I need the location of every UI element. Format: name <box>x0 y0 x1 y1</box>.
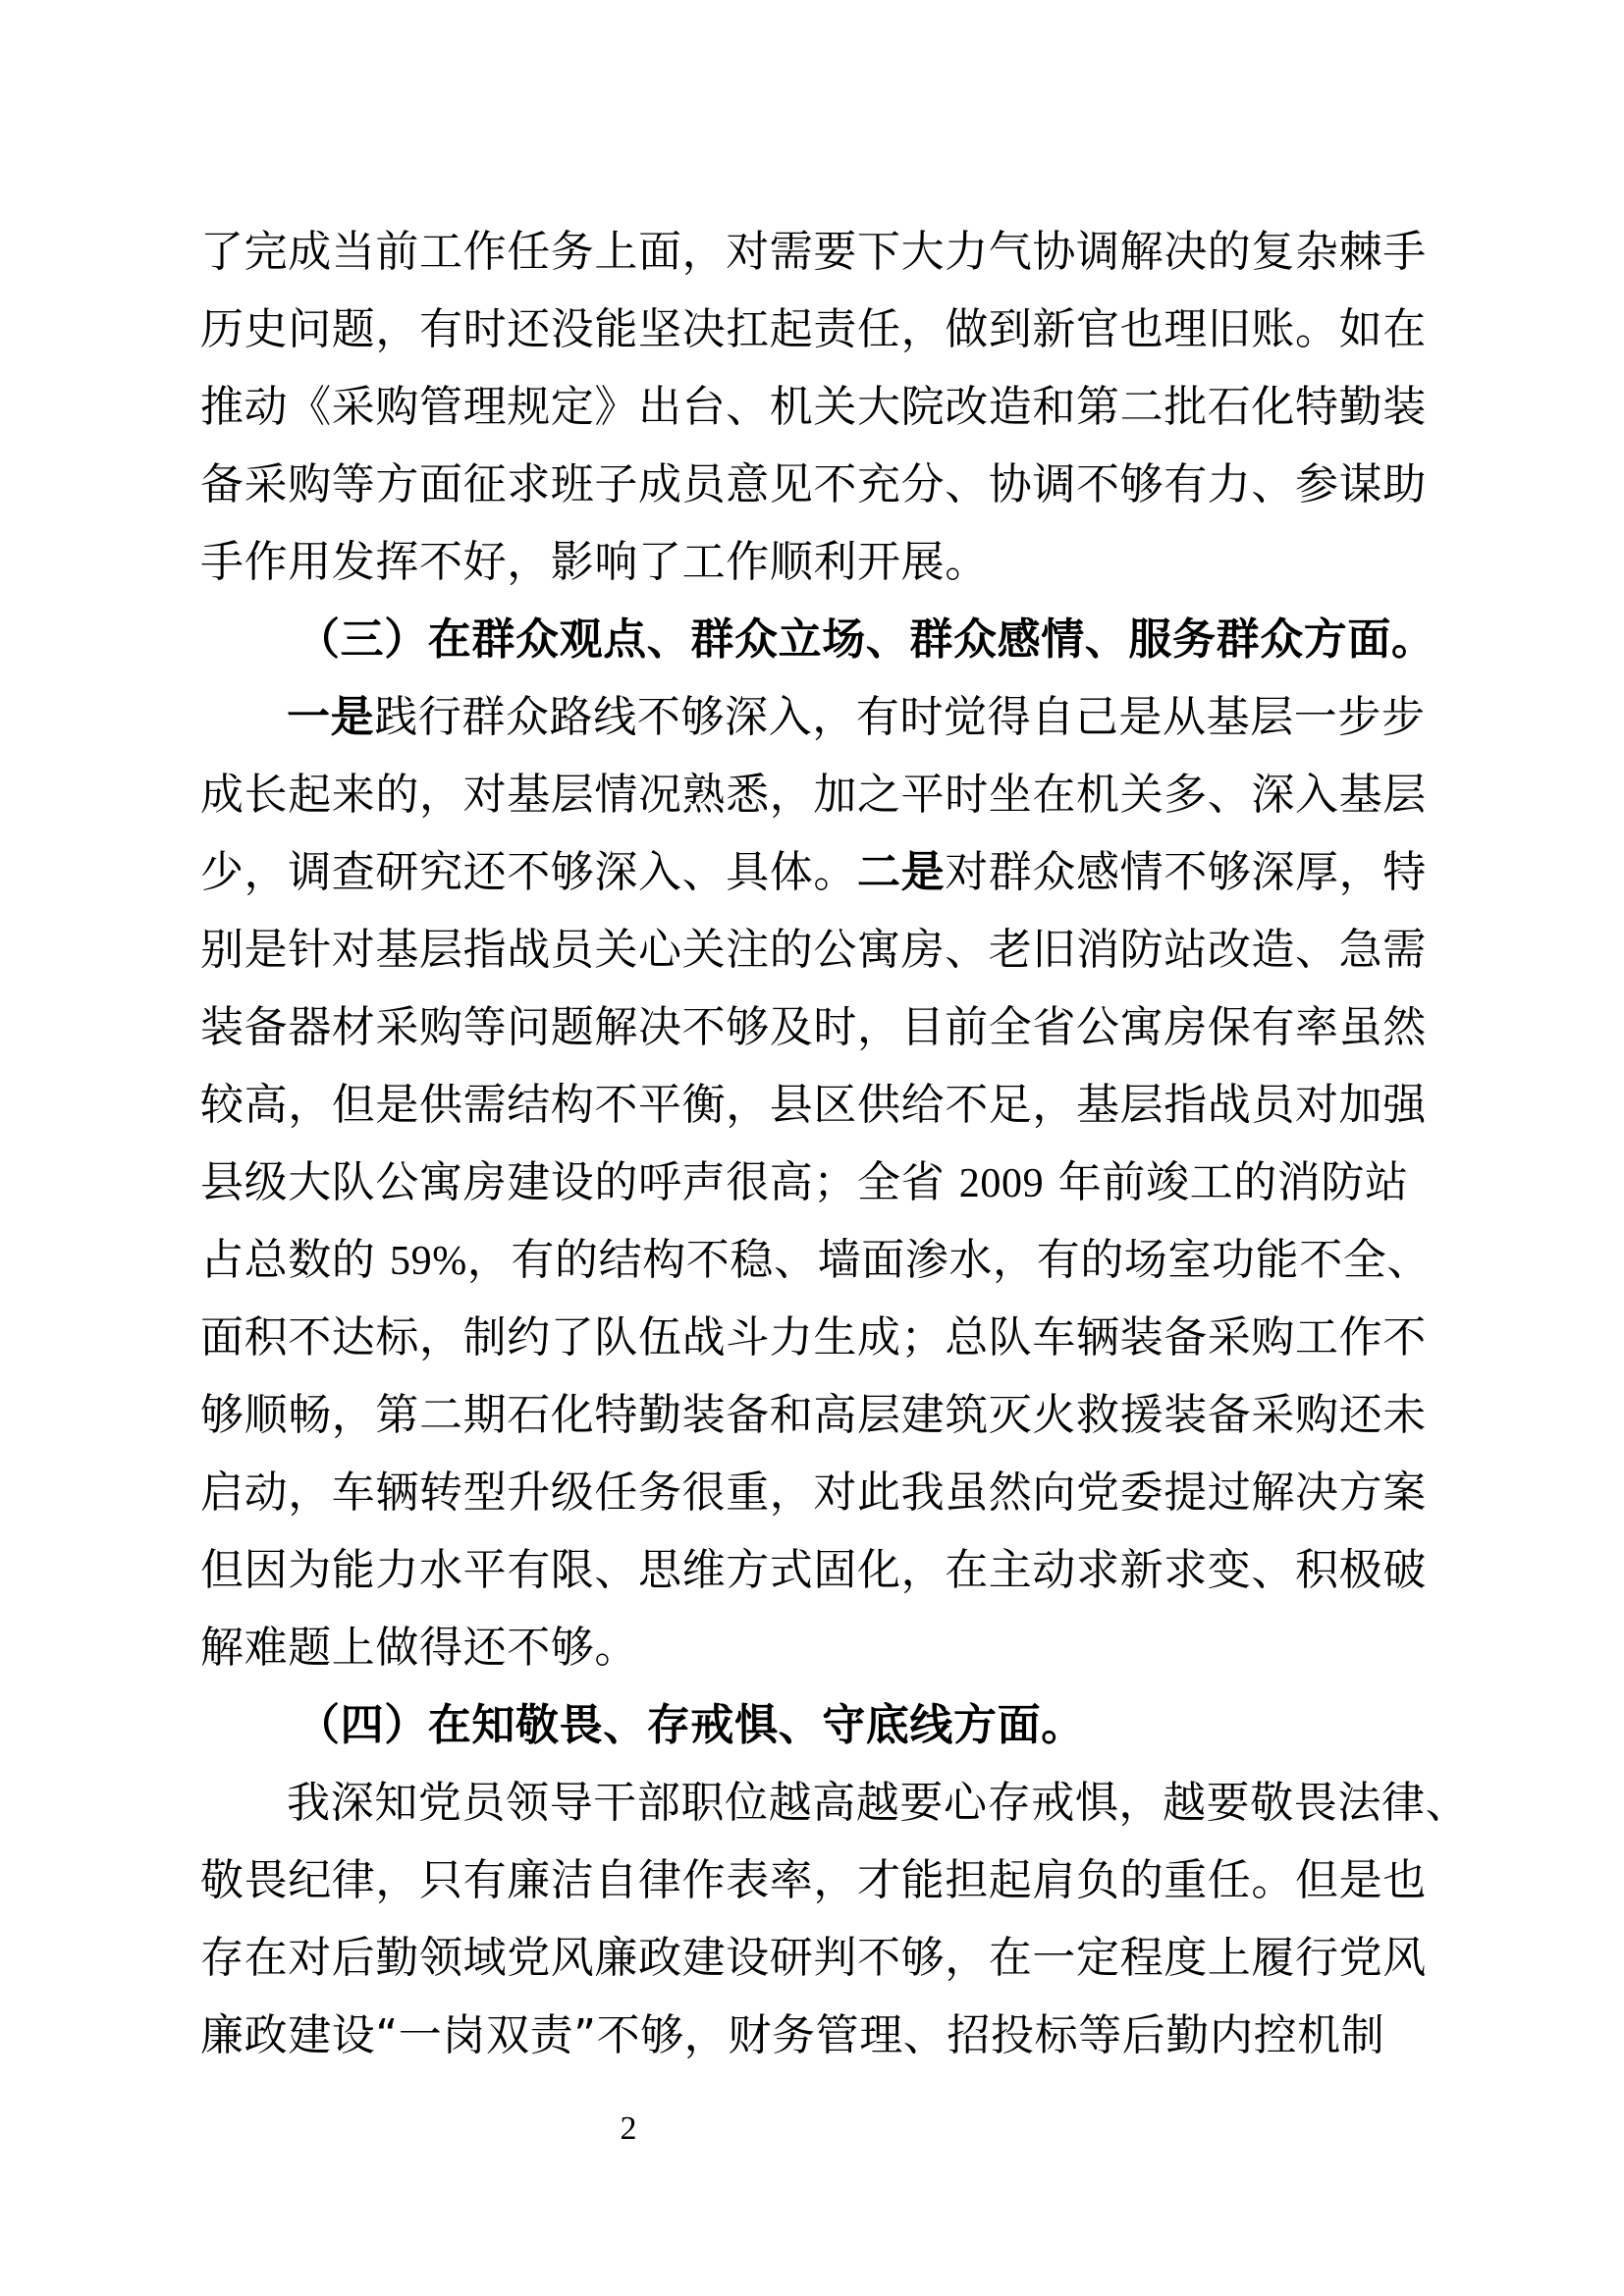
text-run: 县级大队公寓房建设的呼声很高；全省 <box>200 1157 946 1207</box>
section-heading-3: （三）在群众观点、群众立场、群众感情、服务群众方面。 <box>297 614 1435 665</box>
text-line: 推动《采购管理规定》出台、机关大院改造和第二批石化特勤装 <box>200 382 1427 432</box>
text-line: 装备器材采购等问题解决不够及时，目前全省公寓房保有率虽然 <box>200 1002 1427 1052</box>
text-run: 少，调查研究还不够深入、具体。 <box>200 847 857 897</box>
text-run: 年前竣工的消防站 <box>1057 1157 1409 1207</box>
text-line: 手作用发挥不好，影响了工作顺利开展。 <box>200 537 989 587</box>
text-run: 占总数的 <box>200 1235 376 1285</box>
text-line: 面积不达标，制约了队伍战斗力生成；总队车辆装备采购工作不 <box>200 1312 1427 1362</box>
text-line: 我深知党员领导干部职位越高越要心存戒惧，越要敬畏法律、 <box>287 1778 1470 1828</box>
text-line: 廉政建设“一岗双责”不够，财务管理、招投标等后勤内控机制 <box>200 2010 1385 2060</box>
text-line: 别是针对基层指战员关心关注的公寓房、老旧消防站改造、急需 <box>200 925 1427 975</box>
text-line <box>200 1221 1431 1299</box>
year-number: 2009 <box>958 1161 1045 1206</box>
text-line: 够顺畅，第二期石化特勤装备和高层建筑灭火救援装备采购还未 <box>200 1390 1427 1440</box>
text-line: 启动，车辆转型升级任务很重，对此我虽然向党委提过解决方案 <box>200 1468 1427 1518</box>
text-line: 解难题上做得还不够。 <box>200 1623 638 1673</box>
text-line <box>200 833 1428 911</box>
text-line: 敬畏纪律，只有廉洁自律作表率，才能担起肩负的重任。但是也 <box>200 1855 1427 1905</box>
text-line: 较高，但是供需结构不平衡，县区供给不足，基层指战员对加强 <box>200 1080 1427 1130</box>
text-line <box>200 678 1428 756</box>
bold-lead: 一是 <box>287 692 375 742</box>
text-line: 了完成当前工作任务上面，对需要下大力气协调解决的复杂棘手 <box>200 227 1427 277</box>
bold-lead: 二是 <box>857 847 946 897</box>
text-line <box>200 1144 1428 1221</box>
percent-number: 59% <box>390 1239 467 1284</box>
page-number: 2 <box>620 2110 637 2147</box>
text-line: 历史问题，有时还没能坚决扛起责任，做到新官也理旧账。如在 <box>200 304 1427 354</box>
text-line: 存在对后勤领域党风廉政建设研判不够，在一定程度上履行党风 <box>200 1933 1427 1983</box>
text-run: 践行群众路线不够深入，有时觉得自己是从基层一步步 <box>374 692 1426 742</box>
text-run: ，有的结构不稳、墙面渗水，有的场室功能不全、 <box>466 1235 1431 1285</box>
document-body <box>200 213 1470 2074</box>
text-run: 对群众感情不够深厚，特 <box>945 847 1427 897</box>
text-line: 成长起来的，对基层情况熟悉，加之平时坐在机关多、深入基层 <box>200 770 1427 820</box>
section-heading-4: （四）在知敬畏、存戒惧、守底线方面。 <box>297 1700 1085 1750</box>
text-line: 备采购等方面征求班子成员意见不充分、协调不够有力、参谋助 <box>200 459 1427 509</box>
text-line: 但因为能力水平有限、思维方式固化，在主动求新求变、积极破 <box>200 1545 1427 1595</box>
